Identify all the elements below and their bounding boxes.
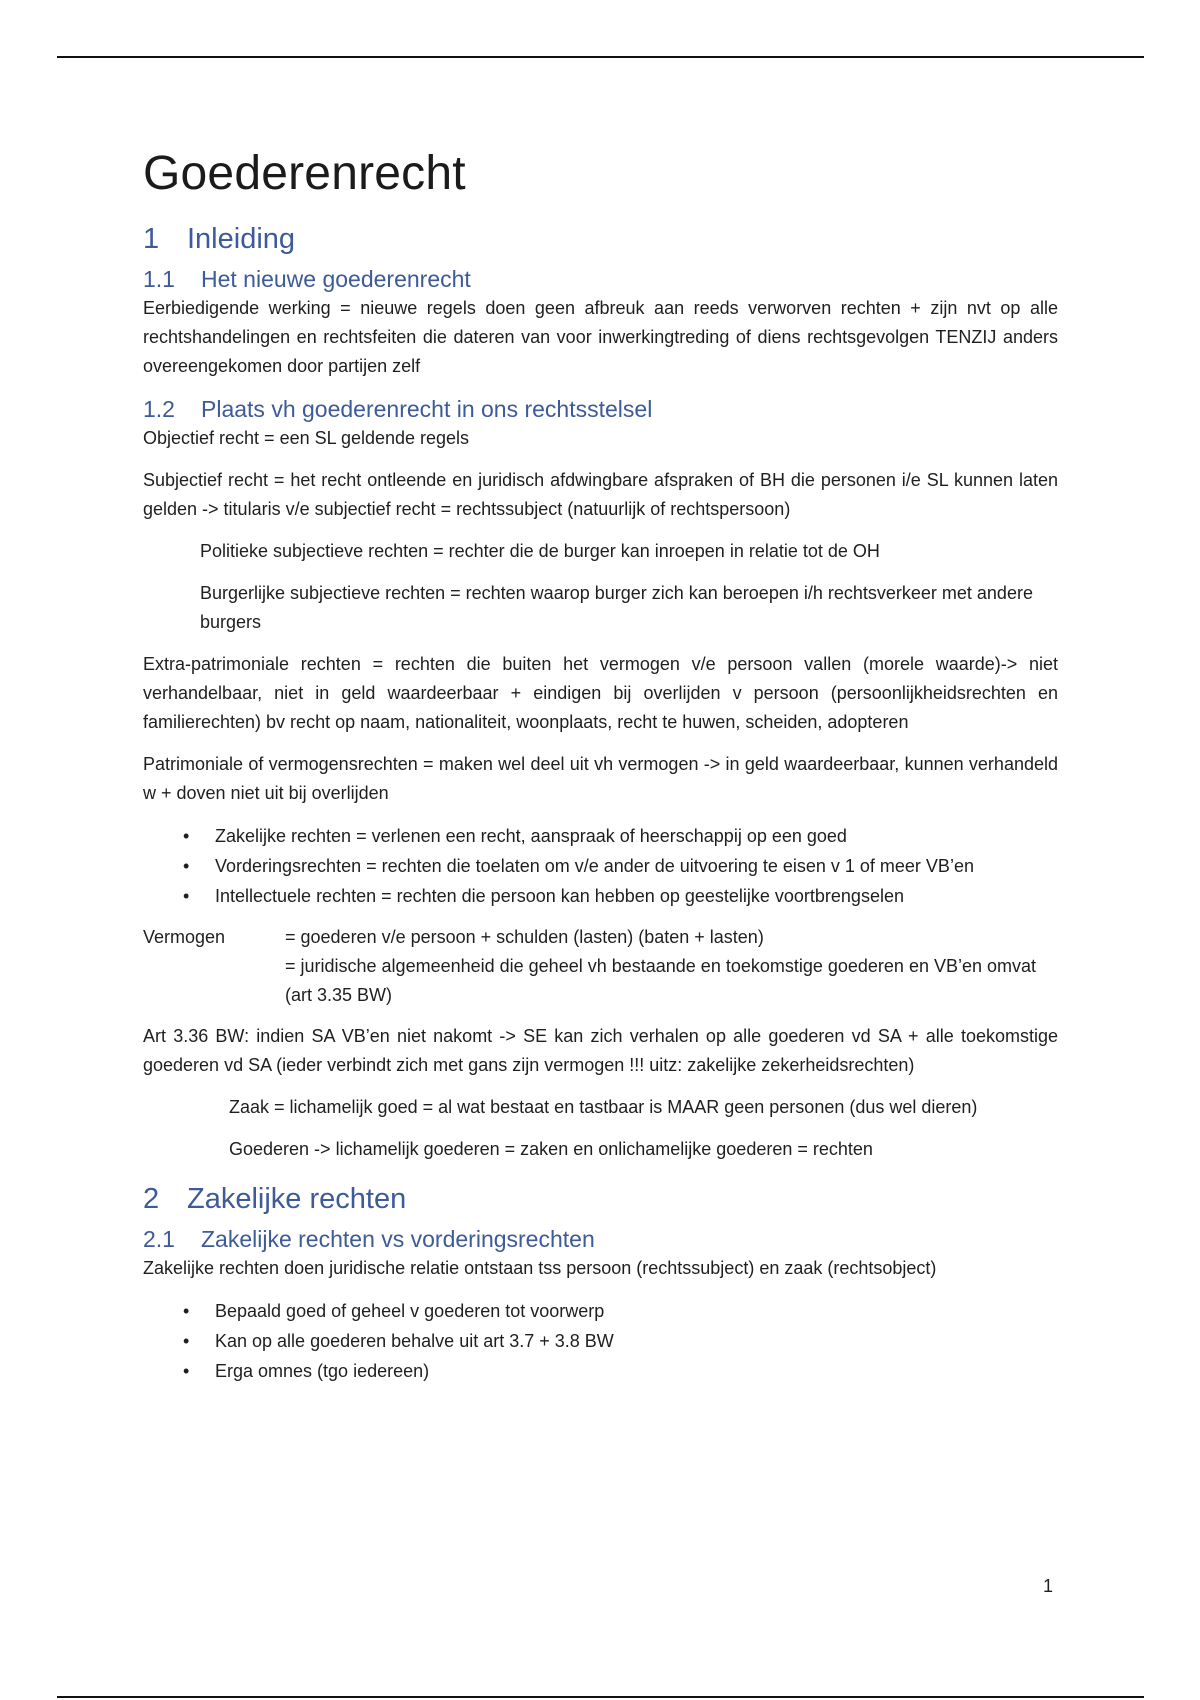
section-number: 2.1 [143, 1226, 175, 1252]
document-title: Goederenrecht [143, 147, 466, 200]
section-number: 1.2 [143, 396, 175, 422]
section-title: Het nieuwe goederenrecht [201, 266, 471, 292]
list-item: • Intellectuele rechten = rechten die persoon kan hebben op geestelijke voortbrengselen [143, 881, 1058, 911]
paragraph: Objectief recht = een SL geldende regels [143, 428, 470, 448]
paragraph: Extra-patrimoniale rechten = rechten die buiten het vermogen v/e persoon vallen (morele waarde)-> niet verhandelbaar, niet in geld waardeerbaar + eindigen bij overlijden v persoon (persoonlijkheidsrechten en familierechten) bv recht op naam, nationaliteit, woonplaats, recht te huwen, scheiden, adopteren [143, 654, 1058, 732]
paragraph: Patrimoniale of vermogensrechten = maken wel deel uit vh vermogen -> in geld waardeerbaar, kunnen verhandeld w + doven niet uit bij overlijden [143, 754, 1058, 803]
footer-rule [57, 1696, 1144, 1698]
section-title: Plaats vh goederenrecht in ons rechtsstelsel [201, 396, 653, 422]
header-rule [57, 56, 1144, 58]
paragraph: Subjectief recht = het recht ontleende en juridisch afdwingbare afspraken of BH die personen i/e SL kunnen laten gelden -> titularis v/e subjectief recht = rechtssubject (natuurlijk of rechtspersoon) [143, 470, 1058, 519]
definition-line: = goederen v/e persoon + schulden (lasten) (baten + lasten) [285, 927, 764, 947]
section-2-heading [143, 1182, 1058, 1216]
definition-block [143, 923, 1058, 1010]
section-title: Zakelijke rechten [187, 1183, 407, 1215]
indented-paragraph: Goederen -> lichamelijk goederen = zaken en onlichamelijke goederen = rechten [229, 1139, 873, 1159]
list-item: • Erga omnes (tgo iedereen) [143, 1356, 1058, 1386]
bullet-list [143, 821, 1058, 911]
section-number: 1 [143, 223, 160, 255]
section-1-heading [143, 222, 1058, 256]
paragraph: Eerbiedigende werking = nieuwe regels doen geen afbreuk aan reeds verworven rechten + zijn nvt op alle rechtshandelingen en rechtsfeiten die dateren van voor inwerkingtreding of diens rechtsgevolgen TENZIJ anders overeengekomen door partijen zelf [143, 298, 1058, 376]
paragraph: Art 3.36 BW: indien SA VB’en niet nakomt -> SE kan zich verhalen op alle goederen vd SA + alle toekomstige goederen vd SA (ieder verbindt zich met gans zijn vermogen !!! uitz: zakelijke zekerheidsrechten) [143, 1026, 1058, 1075]
section-title: Inleiding [187, 223, 296, 255]
indented-paragraph: Zaak = lichamelijk goed = al wat bestaat en tastbaar is MAAR geen personen (dus wel dieren) [229, 1097, 978, 1117]
document-page [143, 140, 1058, 1398]
indented-paragraph: Burgerlijke subjectieve rechten = rechten waarop burger zich kan beroepen i/h rechtsverkeer met andere burgers [200, 583, 1033, 632]
bullet-list [143, 1296, 1058, 1386]
bullet-icon: • [183, 856, 190, 876]
list-item: • Vorderingsrechten = rechten die toelaten om v/e ander de uitvoering te eisen v 1 of meer VB’en [143, 851, 1058, 881]
paragraph: Zakelijke rechten doen juridische relatie ontstaan tss persoon (rechtssubject) en zaak (rechtsobject) [143, 1258, 937, 1278]
definition-term: Vermogen [143, 927, 226, 947]
bullet-icon: • [183, 826, 190, 846]
list-item: • Kan op alle goederen behalve uit art 3.7 + 3.8 BW [143, 1326, 1058, 1356]
section-number: 2 [143, 1183, 160, 1215]
section-1-2-heading [143, 394, 1058, 424]
section-2-1-heading [143, 1224, 1058, 1254]
page-number: 1 [1043, 1576, 1054, 1596]
bullet-icon: • [183, 1361, 190, 1381]
section-number: 1.1 [143, 266, 175, 292]
definition-line: = juridische algemeenheid die geheel vh bestaande en toekomstige goederen en VB’en omvat (art 3.35 BW) [285, 956, 1037, 1005]
list-item: • Bepaald goed of geheel v goederen tot voorwerp [143, 1296, 1058, 1326]
bullet-icon: • [183, 1301, 190, 1321]
list-item: • Zakelijke rechten = verlenen een recht, aanspraak of heerschappij op een goed [143, 821, 1058, 851]
bullet-icon: • [183, 886, 190, 906]
bullet-icon: • [183, 1331, 190, 1351]
section-title: Zakelijke rechten vs vorderingsrechten [201, 1226, 595, 1252]
section-1-1-heading [143, 264, 1058, 294]
indented-paragraph: Politieke subjectieve rechten = rechter die de burger kan inroepen in relatie tot de OH [200, 541, 880, 561]
